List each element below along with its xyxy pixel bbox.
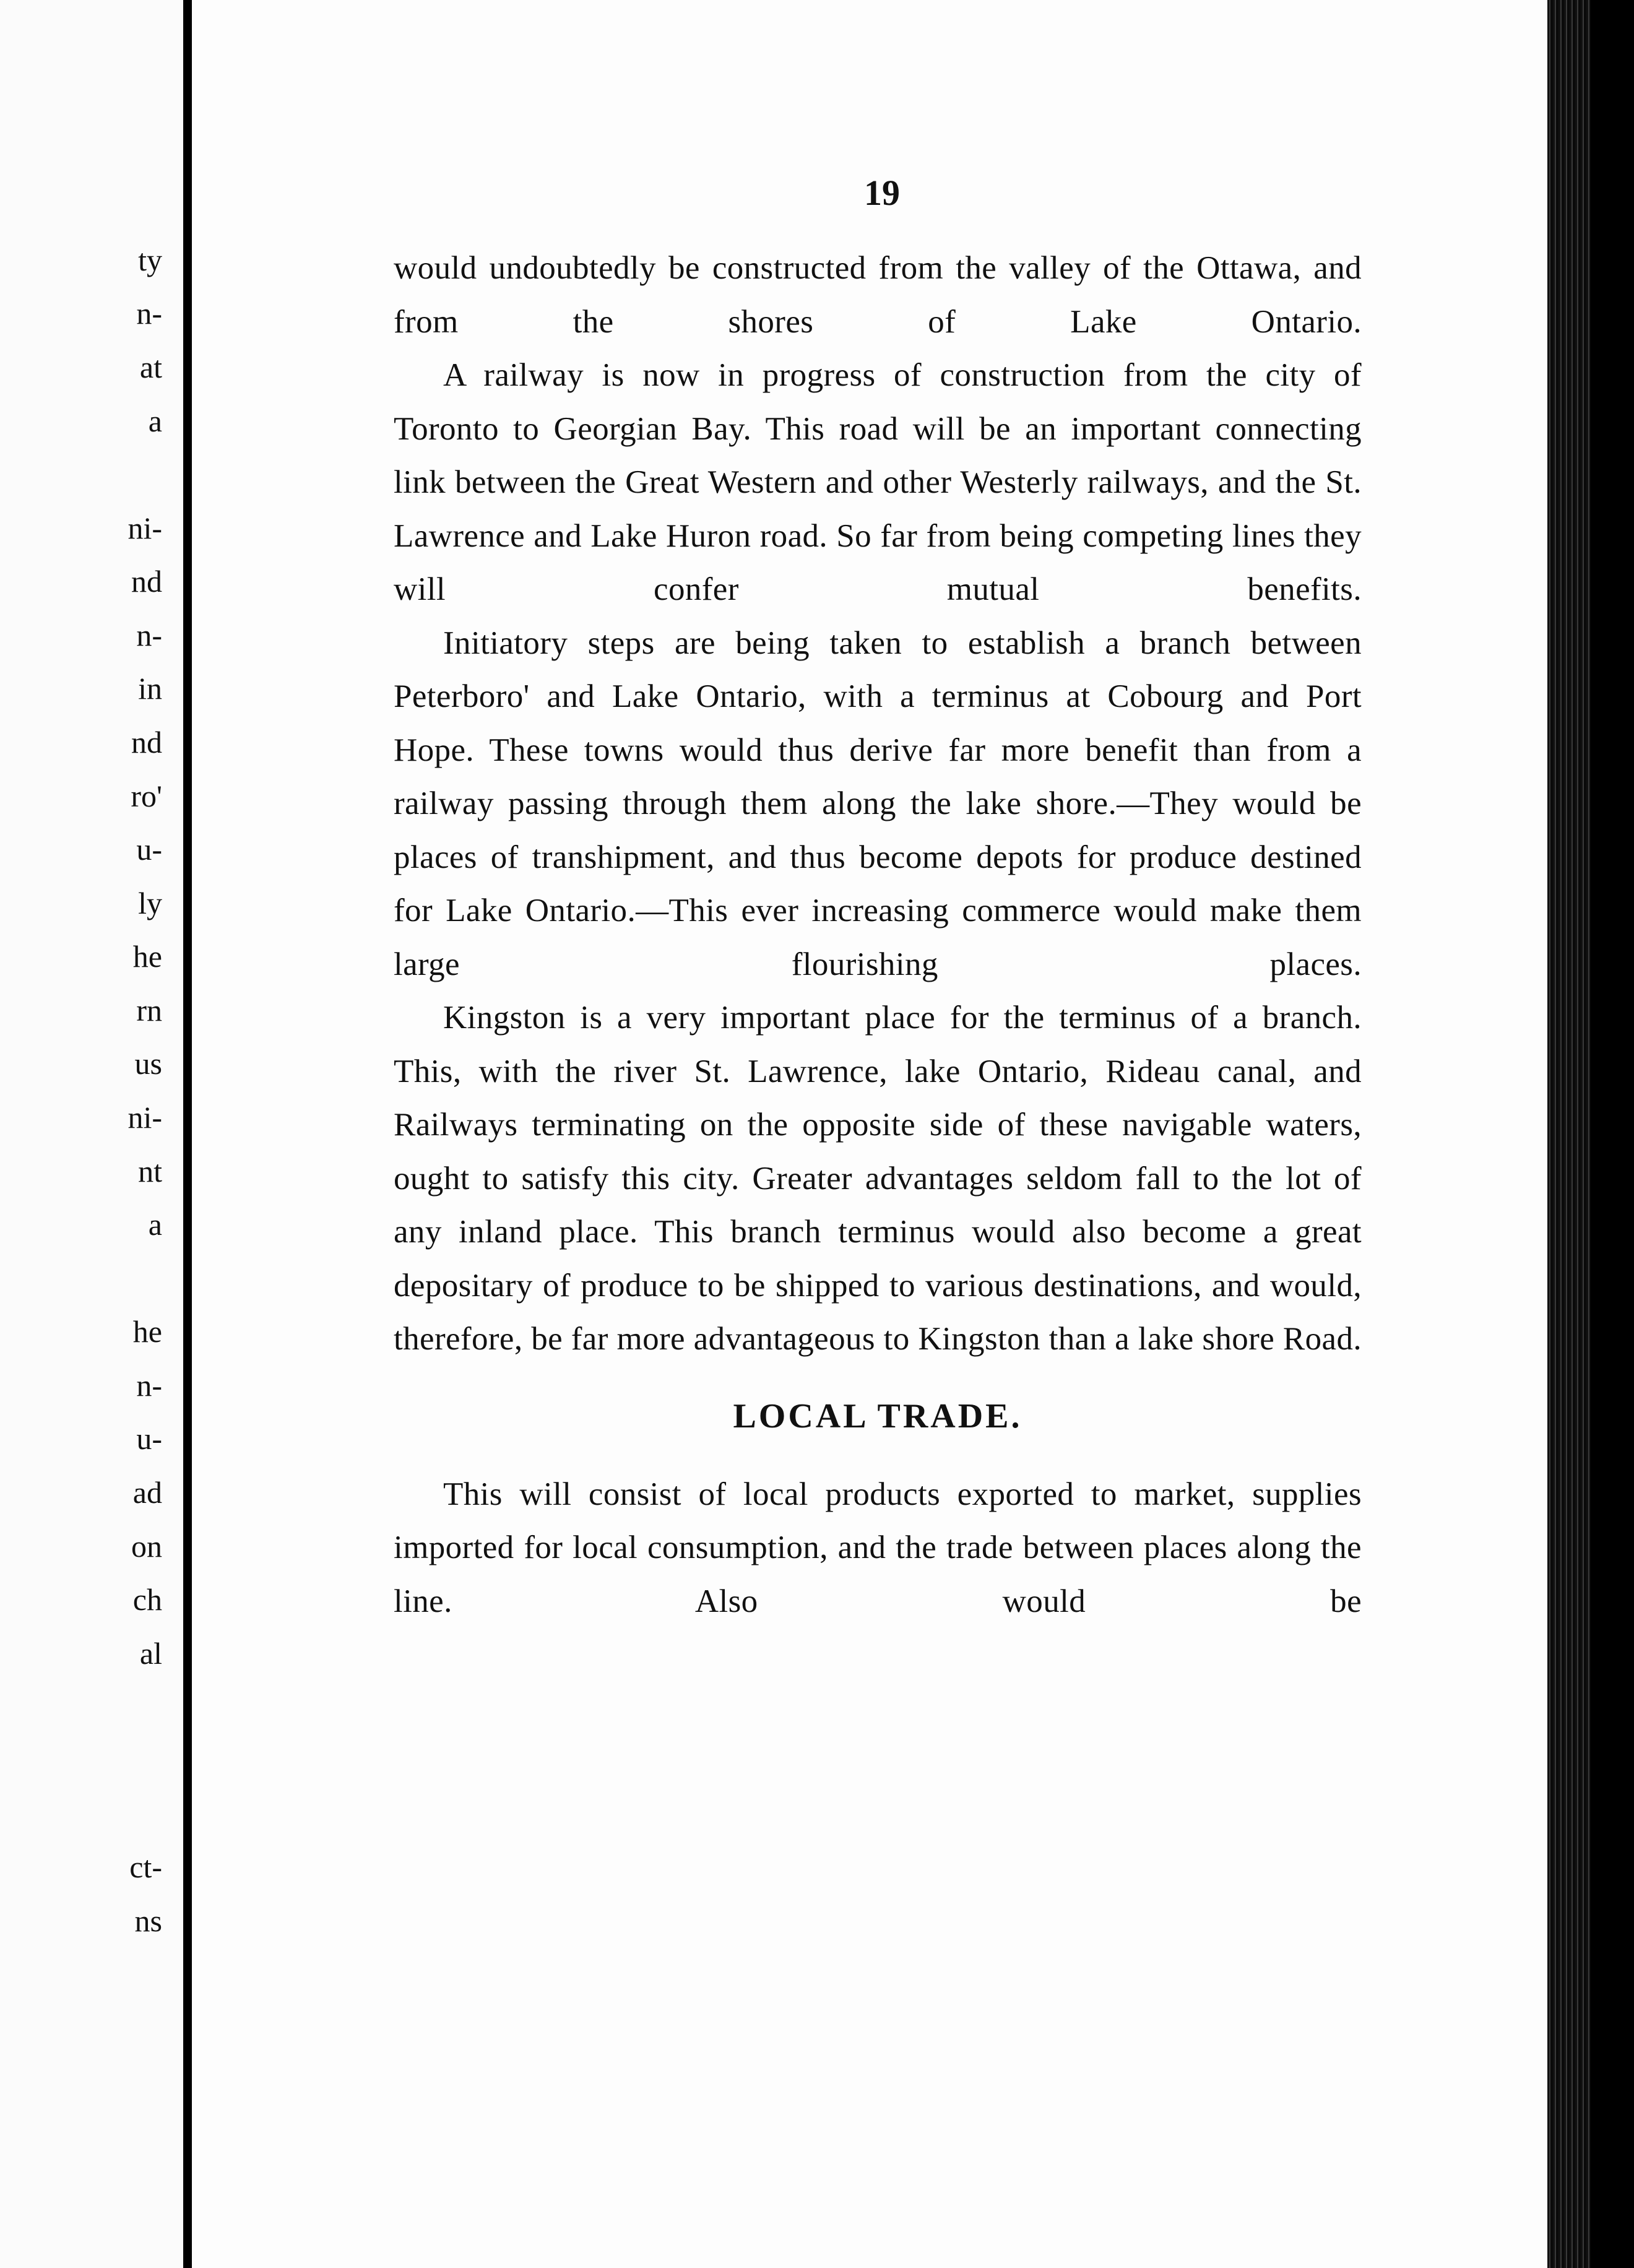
left-fragment: ni- [128, 1100, 162, 1135]
left-fragment: ly [138, 886, 162, 920]
body-paragraph: Kingston is a very important place for the terminus of a branch. This, with the river St. Lawrence, lake Ontario, Rideau canal, and Railways terminating on the opposite side of these navigable waters, ought to satisfy this city. Greater advantages seldom fall to the lot of any inland place. This branch terminus would also become a great depositary of produce to be shipped to various destinations, and would, therefore, be far more advantageous to Kingston than a lake shore Road. [394, 1000, 1362, 1357]
left-fragment: n- [136, 1368, 162, 1403]
page-edge-shadow [1547, 0, 1591, 2268]
left-facing-page [0, 0, 183, 2268]
left-fragment: n- [136, 296, 162, 331]
left-fragment: al [139, 1636, 162, 1671]
left-fragment: ct- [129, 1850, 162, 1884]
page-number: 19 [864, 173, 900, 213]
left-fragment: a [148, 1207, 162, 1242]
left-fragment: in [138, 671, 162, 706]
book-gutter [183, 0, 192, 2268]
left-fragment: n- [136, 618, 162, 652]
left-fragment: he [132, 1314, 162, 1349]
left-fragment: nt [138, 1154, 162, 1188]
left-fragment: u- [136, 832, 162, 867]
left-fragment: on [131, 1529, 162, 1564]
body-paragraph: would undoubtedly be constructed from the valley of the Ottawa, and from the shores of Lake Ontario. [394, 250, 1362, 340]
left-fragment: ad [132, 1475, 162, 1510]
left-fragment: at [139, 350, 162, 384]
left-fragment: rn [136, 993, 162, 1028]
left-fragment: us [134, 1046, 162, 1081]
left-fragment: a [148, 404, 162, 438]
left-fragment: he [132, 939, 162, 974]
left-fragment: nd [131, 564, 162, 599]
body-paragraph: Initiatory steps are being taken to establish a branch between Peterboro' and Lake Ontario, with a terminus at Cobourg and Port Hope. These towns would thus derive far more benefit than from a railway passing through them along the lake shore.—They would be places of transhipment, and thus become depots for produce destined for Lake Ontario.—This ever increasing commerce would make them large flourishing places. [394, 625, 1362, 982]
body-paragraph: This will consist of local products exported to market, supplies imported for local consumption, and the trade between places along the line. Also would be [394, 1476, 1362, 1619]
left-fragment: u- [136, 1421, 162, 1456]
body-paragraph: A railway is now in progress of construction from the city of Toronto to Georgian Bay. This road will be an important connecting link between the Great Western and other Westerly railways, and the St. Lawrence and Lake Huron road. So far from being competing lines they will confer mutual benefits. [394, 357, 1362, 607]
left-fragment: ns [134, 1903, 162, 1938]
left-fragment: ni- [128, 511, 162, 545]
left-fragment: ch [132, 1582, 162, 1617]
section-heading: LOCAL TRADE. [733, 1396, 1022, 1435]
left-page-margin-text [0, 0, 183, 2268]
left-fragment: ty [138, 243, 162, 277]
left-fragment: ro' [131, 779, 162, 813]
page-body-text [394, 241, 1362, 1628]
left-fragment: nd [131, 725, 162, 760]
